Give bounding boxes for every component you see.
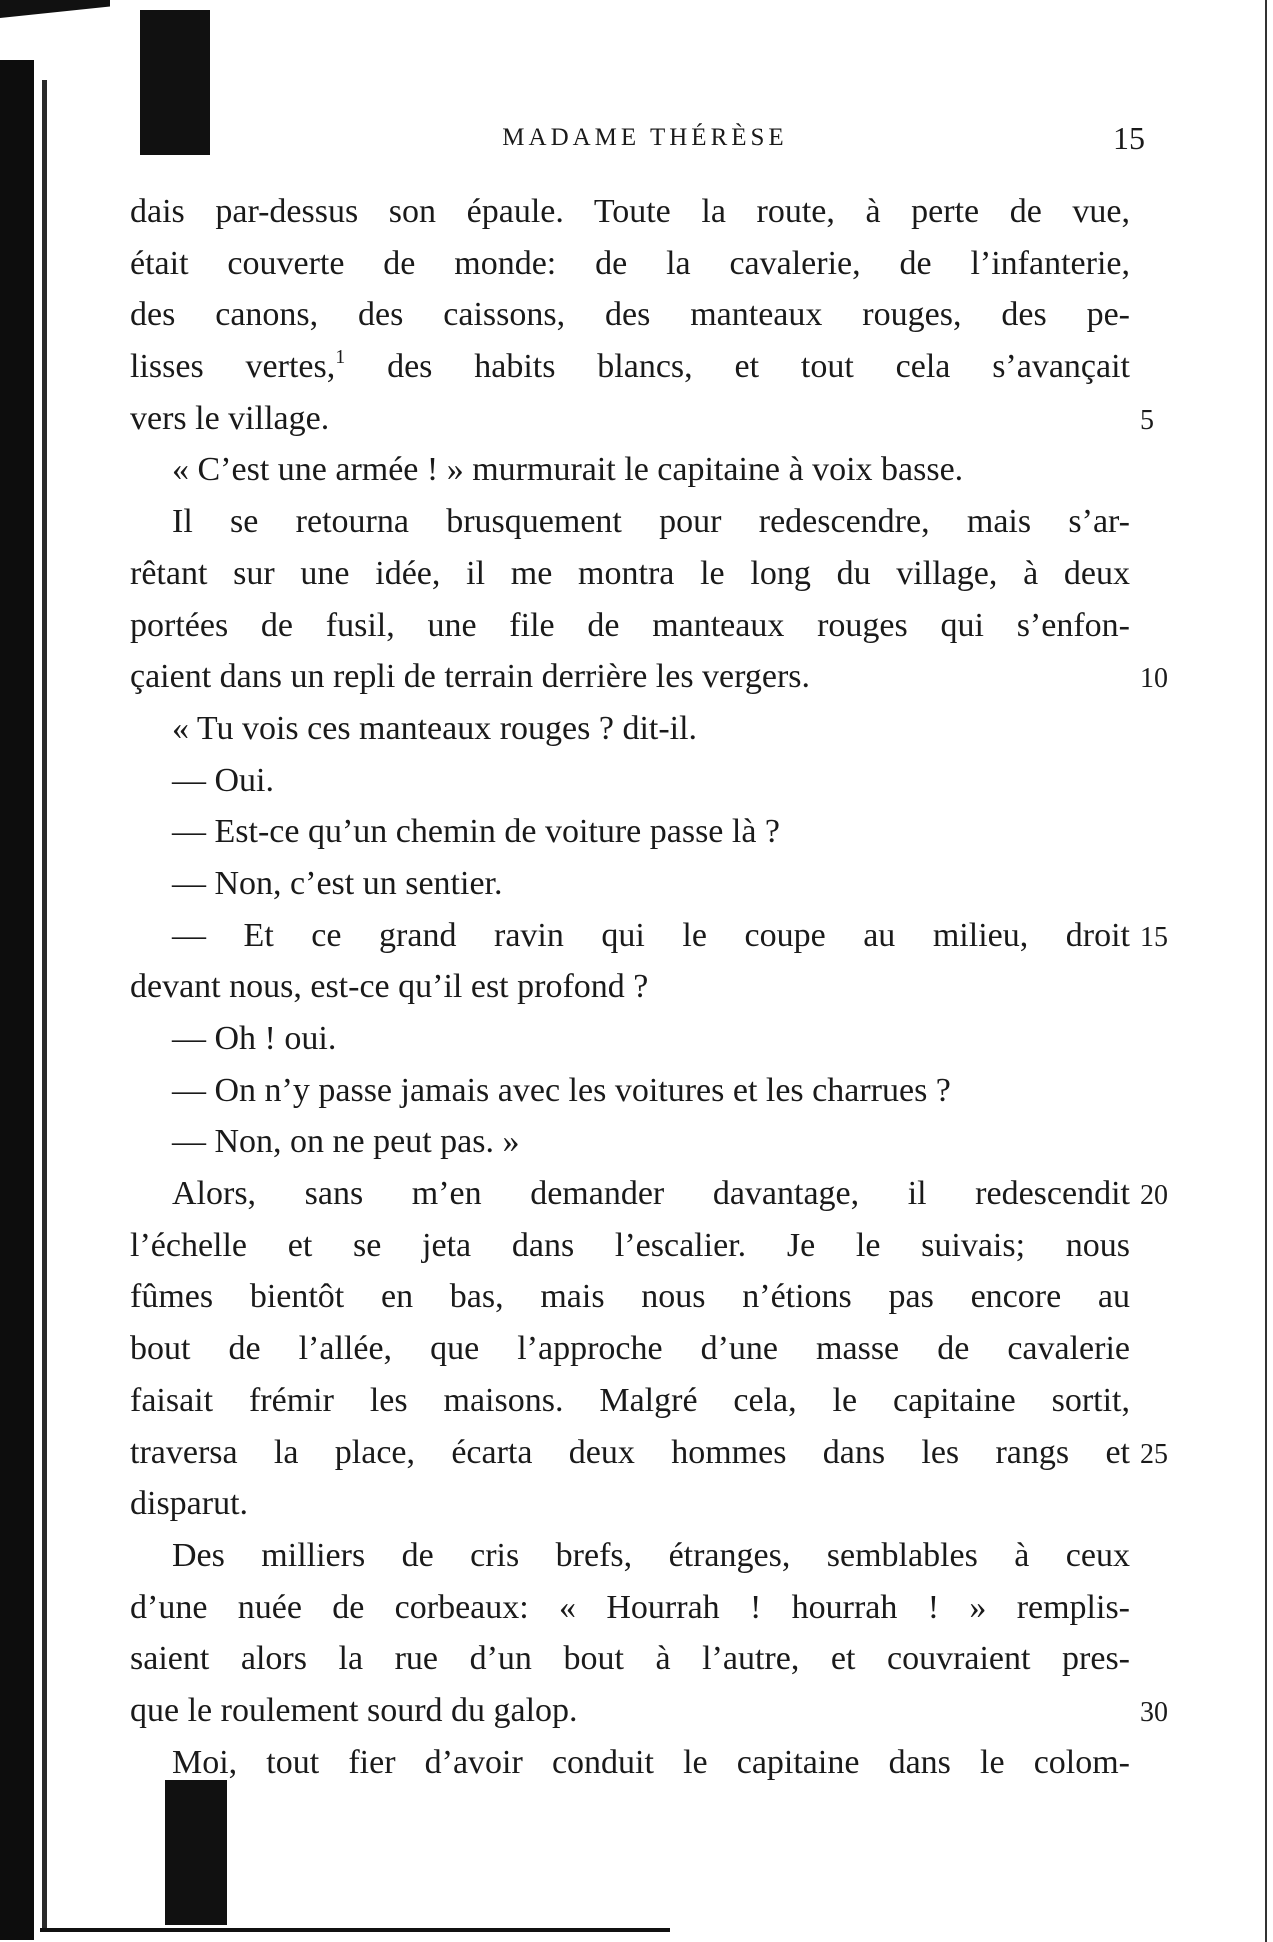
text-line: — Oui.	[172, 761, 274, 799]
text-line: — Oh ! oui.	[172, 1020, 337, 1057]
text-line: — On n’y passe jamais avec les voitures et les charrues ?	[172, 1071, 951, 1109]
text-line: l’échelle et se jeta dans l’escalier. Je le suivais; nous	[130, 1226, 1130, 1264]
text-line: Il se retourna brusquement pour redescendre, mais s’ar-	[172, 503, 1130, 541]
text-line: portées de fusil, une file de manteaux rouges qui s’enfon-	[130, 606, 1130, 644]
footnote-marker: 1	[335, 346, 346, 369]
text-line: « C’est une armée ! » murmurait le capitaine à voix basse.	[172, 451, 964, 489]
line-number: 30	[1140, 1696, 1168, 1728]
line-number: 5	[1140, 404, 1154, 436]
scan-artifact-left-edge	[0, 60, 34, 1940]
text-line: dais par-dessus son épaule. Toute la route, à perte de vue,	[130, 193, 1130, 230]
text-line: faisait frémir les maisons. Malgré cela, le capitaine sortit,	[130, 1381, 1130, 1419]
scan-artifact-left-line	[42, 80, 47, 1930]
scan-artifact-bottom-block	[165, 1780, 227, 1925]
scan-artifact-bottom-line	[40, 1928, 670, 1932]
text-line: disparut.	[130, 1485, 249, 1523]
text-line: des canons, des caissons, des manteaux rouges, des pe-	[130, 296, 1130, 334]
text-line: était couverte de monde: de la cavalerie, de l’infanterie,	[130, 244, 1130, 282]
scan-artifact-right-line	[1265, 0, 1267, 1942]
line-number: 10	[1140, 663, 1168, 695]
text-line: Alors, sans m’en demander davantage, il redescendit 20	[130, 1168, 1160, 1220]
text-line: lisses vertes,$^1$ des habits blancs, et tout cela s’avançait	[130, 346, 1131, 386]
text-line: çaient dans un repli de terrain derrière les vergers. 10	[130, 651, 1160, 703]
text-line: traversa la place, écarta deux hommes dans les rangs et 25	[130, 1427, 1160, 1479]
text-line: saient alors la rue d’un bout à l’autre, et couvraient pres-	[130, 1640, 1130, 1678]
text-line: d’une nuée de corbeaux: « Hourrah ! hourrah ! » remplis-	[130, 1588, 1130, 1626]
text-line: vers le village. 5	[130, 393, 1160, 445]
text-line: rêtant sur une idée, il me montra le long du village, à deux	[130, 554, 1130, 592]
text-line: — Et ce grand ravin qui le coupe au milieu, droit 15	[130, 910, 1160, 962]
line-number: 15	[1140, 921, 1168, 953]
text-line: Des milliers de cris brefs, étranges, semblables à ceux	[172, 1536, 1130, 1574]
text-line: devant nous, est-ce qu’il est profond ?	[130, 968, 649, 1006]
text-line: fûmes bientôt en bas, mais nous n’étions pas encore au	[130, 1278, 1130, 1316]
text-line: « Tu vois ces manteaux rouges ? dit-il.	[172, 709, 698, 747]
text-line: — Non, on ne peut pas. »	[172, 1123, 520, 1161]
text-line: — Est-ce qu’un chemin de voiture passe là ?	[172, 813, 781, 851]
text-line: bout de l’allée, que l’approche d’une masse de cavalerie	[130, 1330, 1130, 1368]
line-number: 20	[1140, 1180, 1168, 1212]
page-header	[130, 120, 1160, 168]
text-line: — Non, c’est un sentier.	[172, 864, 503, 902]
line-number: 25	[1140, 1438, 1168, 1470]
scan-artifact-top-mark	[0, 0, 110, 18]
body-text	[130, 186, 1168, 1788]
page-number: 15	[1113, 120, 1145, 156]
running-head: MADAME THÉRÈSE	[502, 124, 788, 151]
text-line: Moi, tout fier d’avoir conduit le capitaine dans le colom-	[172, 1743, 1130, 1781]
text-line: que le roulement sourd du galop. 30	[130, 1685, 1160, 1737]
